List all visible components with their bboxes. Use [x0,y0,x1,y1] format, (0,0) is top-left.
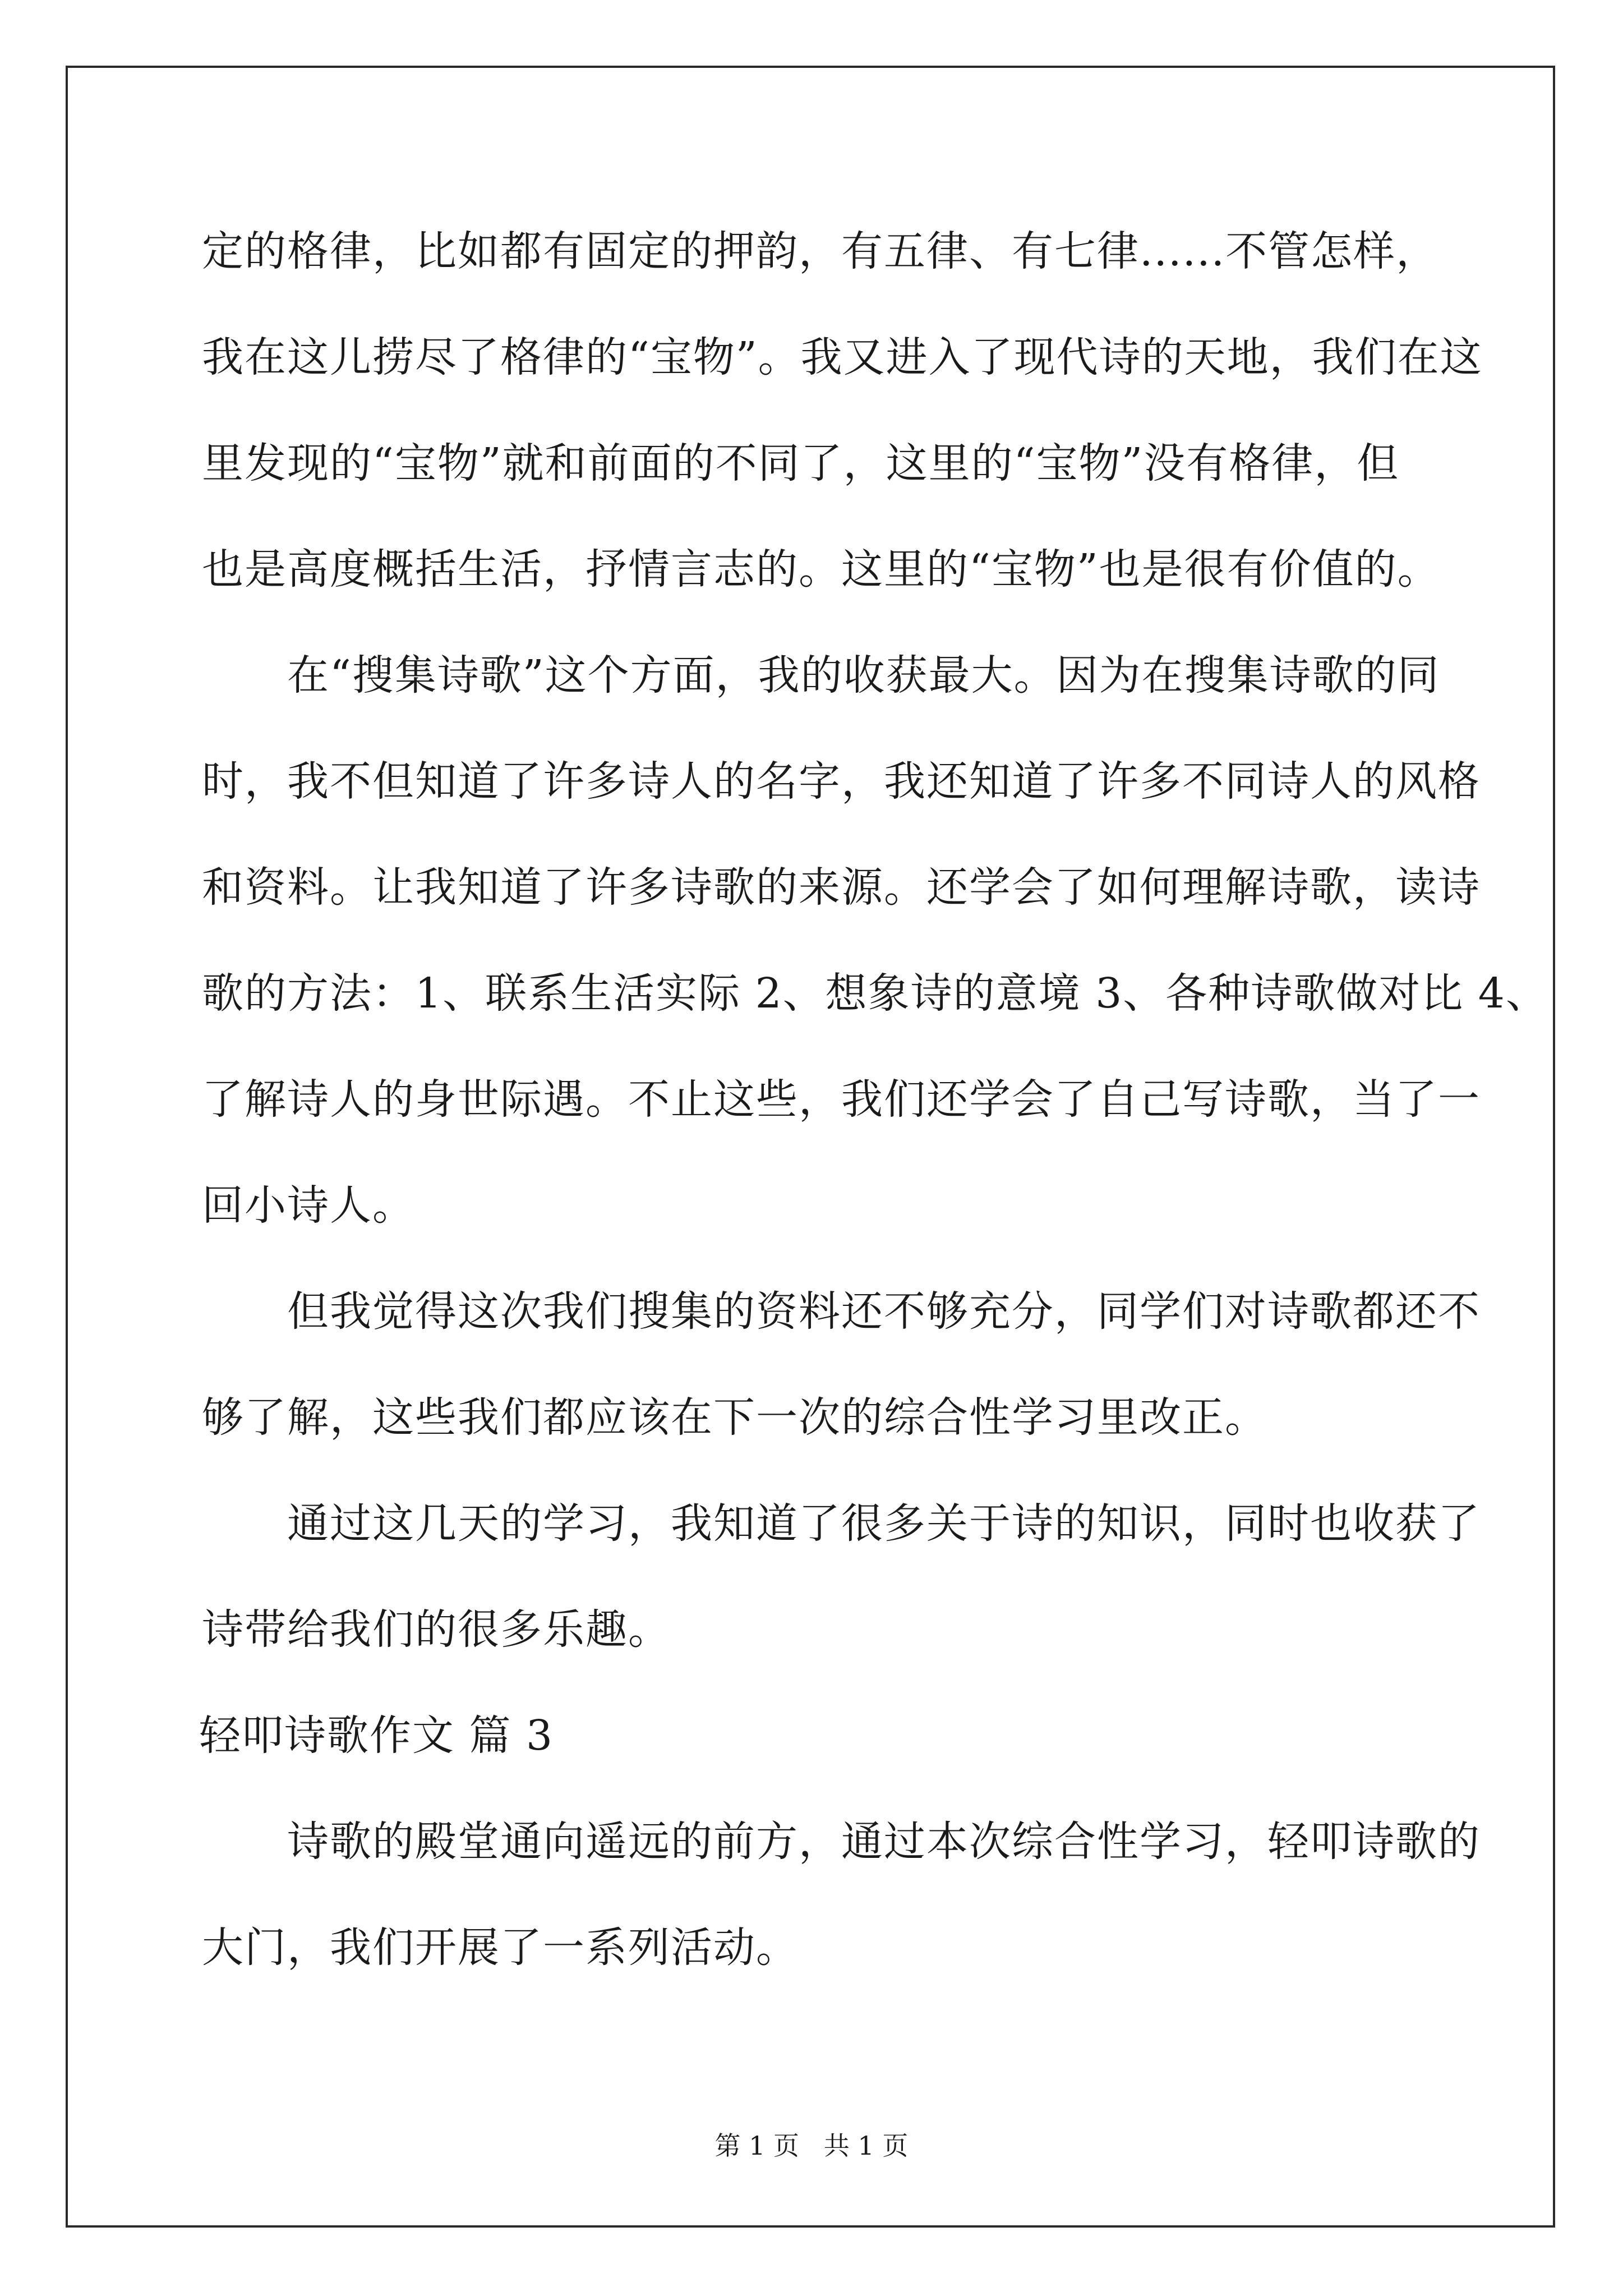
section-heading: 轻叩诗歌作文 篇 3 [199,1711,554,1760]
body-line-10: 回小诗人。 [202,1181,415,1230]
page-number-footer: 第 1 页 共 1 页 [714,2131,909,2161]
body-line-1: 定的格律，比如都有固定的押韵，有五律、有七律......不管怎样， [202,227,1439,275]
paragraph-start-line: 通过这几天的学习，我知道了很多关于诗的知识，同时也收获了 [202,1499,1481,1548]
body-line-12: 够了解，这些我们都应该在下一次的综合性学习里改正。 [202,1393,1267,1442]
body-line-2: 我在这儿捞尽了格律的“宝物”。我又进入了现代诗的天地，我们在这 [202,333,1483,381]
page-border [66,66,1555,2228]
body-line-17: 大门，我们开展了一系列活动。 [202,1924,799,1972]
paragraph-start-line: 在“搜集诗歌”这个方面，我的收获最大。因为在搜集诗歌的同 [202,651,1440,700]
paragraph-start-line: 但我觉得这次我们搜集的资料还不够充分，同学们对诗歌都还不 [202,1287,1481,1336]
body-line-4: 也是高度概括生活，抒情言志的。这里的“宝物”也是很有价值的。 [202,545,1440,593]
body-line-7: 和资料。让我知道了许多诗歌的来源。还学会了如何理解诗歌，读诗 [202,863,1481,912]
body-line-8: 歌的方法：1、联系生活实际 2、想象诗的意境 3、各种诗歌做对比 4、 [202,969,1548,1018]
body-line-6: 时，我不但知道了许多诗人的名字，我还知道了许多不同诗人的风格 [202,757,1481,806]
body-line-9: 了解诗人的身世际遇。不止这些，我们还学会了自己写诗歌，当了一 [202,1075,1481,1124]
body-line-3: 里发现的“宝物”就和前面的不同了，这里的“宝物”没有格律，但 [202,439,1400,487]
body-line-14: 诗带给我们的很多乐趣。 [202,1605,671,1654]
paragraph-start-line: 诗歌的殿堂通向遥远的前方，通过本次综合性学习，轻叩诗歌的 [202,1818,1481,1866]
